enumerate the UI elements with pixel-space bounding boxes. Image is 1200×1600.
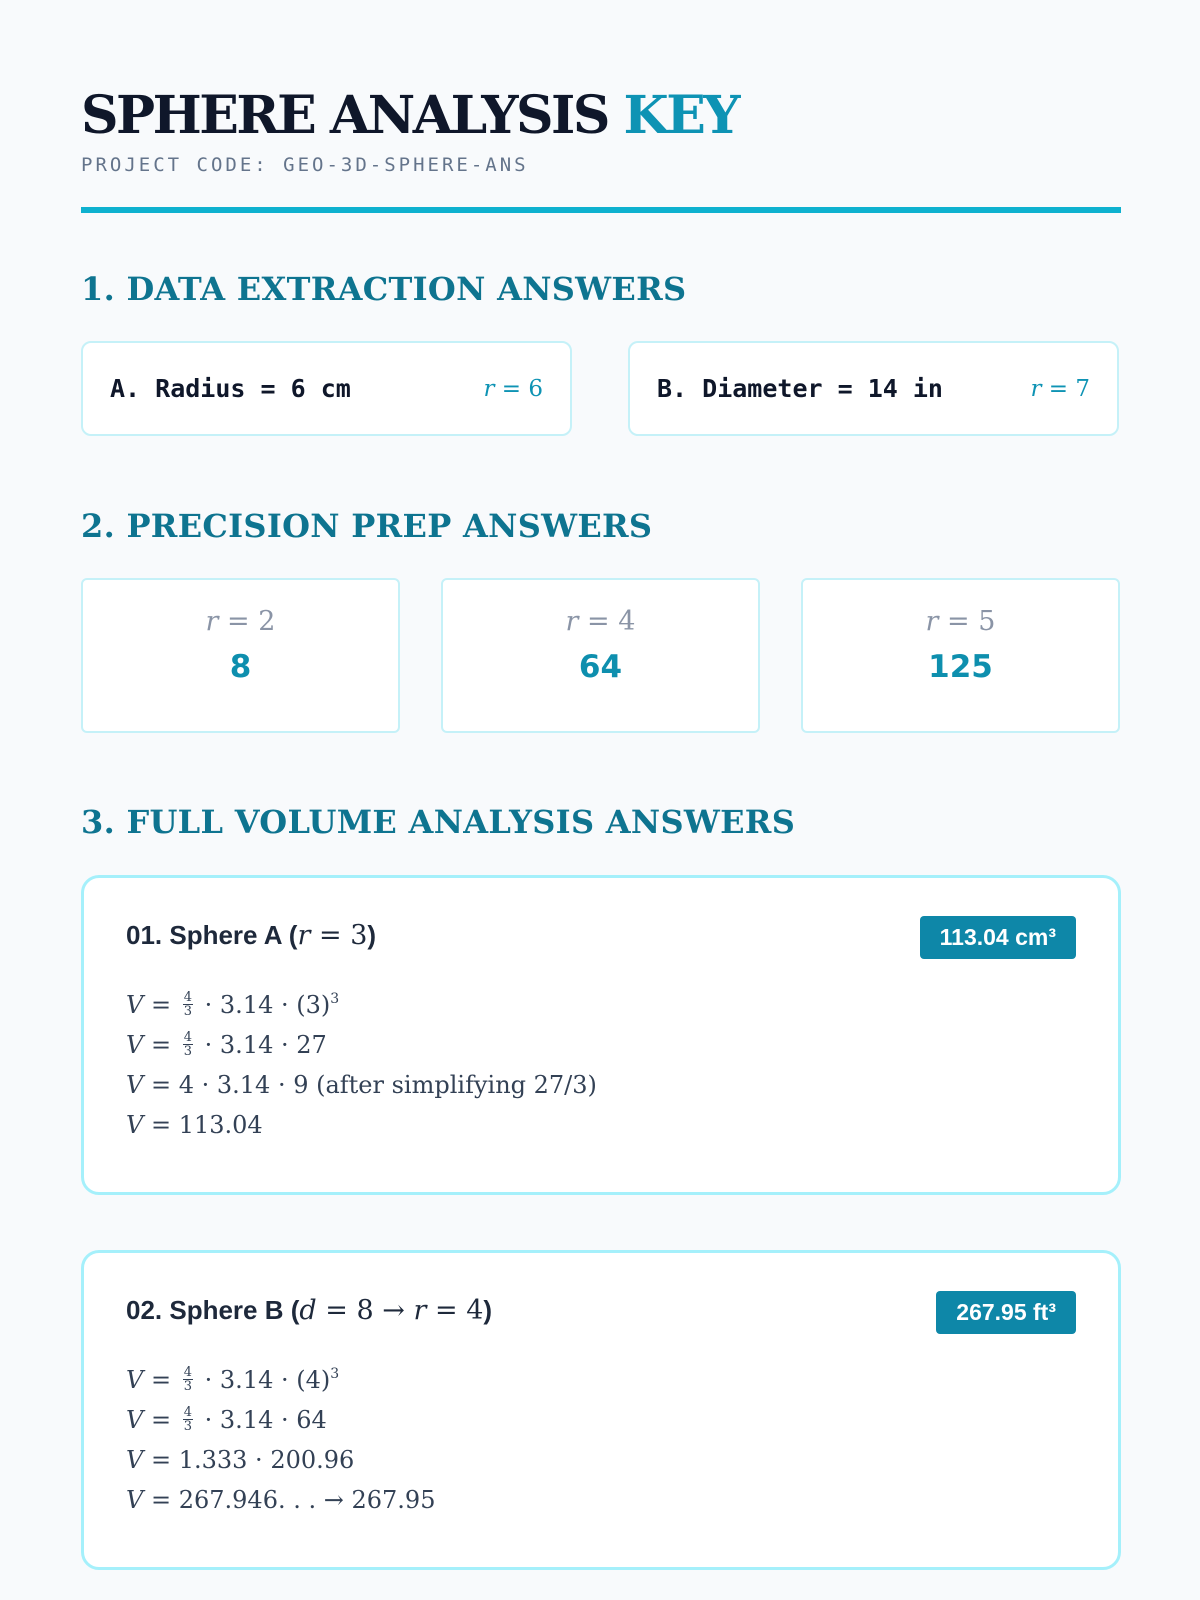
page-header [81, 84, 1121, 176]
prep-card-3 [801, 578, 1120, 733]
result-badge: 267.95 ft³ [936, 1291, 1076, 1334]
fraction-denominator: 3 [183, 1379, 193, 1394]
heading-suffix: ) [483, 1295, 493, 1325]
equals-sign: = [150, 1406, 172, 1434]
math-var: V [126, 1071, 144, 1099]
prep-card-2 [441, 578, 760, 733]
prep-answer: 8 [229, 649, 252, 685]
math-value: = 3 [318, 920, 368, 951]
equals-sign: = [150, 1366, 172, 1394]
heading-math [297, 920, 367, 951]
exponent: 3 [330, 991, 340, 1007]
solution-step [126, 1065, 1076, 1105]
math-value: 6 [528, 375, 543, 402]
math-var: r [1030, 375, 1042, 402]
prep-math: r = 2 [205, 606, 276, 637]
fraction [183, 991, 193, 1018]
prep-math: r = 5 [925, 606, 996, 637]
extraction-label: B. Diameter = 14 in [657, 374, 943, 403]
math-var: V [126, 1446, 144, 1474]
fraction [183, 1366, 193, 1393]
section-title-full-volume: 3. FULL VOLUME ANALYSIS ANSWERS [81, 803, 796, 841]
math-var: V [126, 991, 144, 1019]
heading-suffix: ) [367, 920, 377, 950]
math-var: V [126, 1406, 144, 1434]
step-expression: = 267.946. . . → 267.95 [150, 1486, 436, 1514]
heading-prefix: 01. Sphere A ( [126, 920, 298, 950]
equals-sign: = [150, 1031, 172, 1059]
extraction-card-b [628, 341, 1119, 436]
solution-steps [126, 985, 1076, 1145]
math-var: V [126, 1486, 144, 1514]
fraction-numerator: 4 [183, 1405, 193, 1420]
extraction-card-a [81, 341, 572, 436]
problem-heading [126, 1295, 492, 1326]
fraction-numerator: 4 [183, 990, 193, 1005]
fraction-denominator: 3 [183, 1004, 193, 1019]
prep-answer: 64 [578, 649, 623, 685]
step-expression: = 1.333 · 200.96 [150, 1446, 355, 1474]
math-var: r [297, 920, 311, 951]
project-code: PROJECT CODE: GEO-3D-SPHERE-ANS [81, 154, 529, 176]
solution-step [126, 985, 1076, 1025]
step-expression: · 3.14 · (3) [204, 991, 331, 1019]
math-var: V [126, 1031, 144, 1059]
exponent: 3 [330, 1366, 340, 1382]
math-var: d [299, 1295, 317, 1326]
solution-step [126, 1400, 1076, 1440]
fraction-numerator: 4 [183, 1365, 193, 1380]
step-expression: = 113.04 [150, 1111, 263, 1139]
step-expression: · 3.14 · 27 [204, 1031, 327, 1059]
page-title [81, 84, 1121, 148]
heading-math [299, 1295, 483, 1326]
step-expression: = 4 · 3.14 · 9 (after simplifying 27/3) [150, 1071, 597, 1099]
step-expression: · 3.14 · 64 [204, 1406, 327, 1434]
math-var: V [126, 1366, 144, 1394]
prep-math: r = 4 [565, 606, 636, 637]
prep-card-1 [81, 578, 400, 733]
math-var: r [413, 1295, 427, 1326]
solution-step [126, 1105, 1076, 1145]
problem-card-sphere-b [81, 1250, 1121, 1570]
fraction-denominator: 3 [183, 1044, 193, 1059]
solution-steps [126, 1360, 1076, 1520]
math-value: = 4 [434, 1295, 484, 1326]
section-title-precision-prep: 2. PRECISION PREP ANSWERS [81, 507, 653, 545]
section-title-data-extraction: 1. DATA EXTRACTION ANSWERS [81, 270, 687, 308]
math-var: r [205, 606, 219, 637]
header-divider [81, 207, 1121, 213]
extraction-label: A. Radius = 6 cm [110, 374, 351, 403]
fraction [183, 1031, 193, 1058]
problem-card-sphere-a [81, 875, 1121, 1195]
extraction-math: r = 7 [1030, 375, 1090, 402]
math-var: r [925, 606, 939, 637]
math-value: 2 [258, 606, 276, 637]
math-var: r [565, 606, 579, 637]
math-value: 4 [618, 606, 636, 637]
title-main: SPHERE ANALYSIS [81, 85, 608, 146]
math-var: V [126, 1111, 144, 1139]
heading-prefix: 02. Sphere B ( [126, 1295, 300, 1325]
fraction-numerator: 4 [183, 1030, 193, 1045]
math-value: 5 [978, 606, 996, 637]
solution-step [126, 1360, 1076, 1400]
fraction [183, 1406, 193, 1433]
result-badge: 113.04 cm³ [920, 916, 1076, 959]
problem-heading [126, 920, 376, 951]
extraction-math: r = 6 [483, 375, 543, 402]
solution-step [126, 1440, 1076, 1480]
title-accent: KEY [623, 85, 738, 146]
step-expression: · 3.14 · (4) [204, 1366, 331, 1394]
solution-step [126, 1480, 1076, 1520]
math-var: r [483, 375, 495, 402]
equals-sign: = [150, 991, 172, 1019]
prep-answer: 125 [928, 649, 993, 685]
fraction-denominator: 3 [183, 1419, 193, 1434]
math-value: = 8 → [325, 1295, 414, 1326]
solution-step [126, 1025, 1076, 1065]
math-value: 7 [1075, 375, 1090, 402]
